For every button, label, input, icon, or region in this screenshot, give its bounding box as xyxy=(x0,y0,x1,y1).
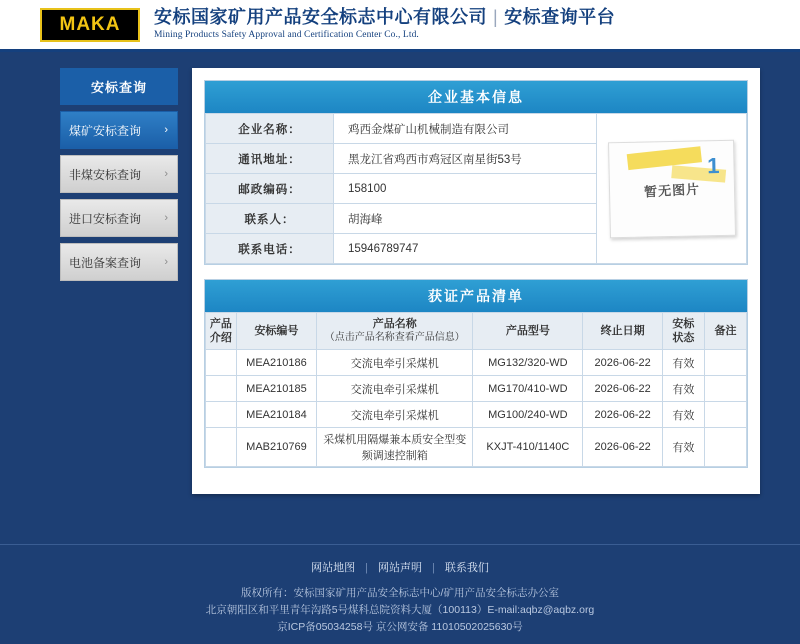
col-label-line1: 产品 xyxy=(209,318,232,330)
cell-code: MEA210186 xyxy=(236,350,317,376)
no-image-placeholder xyxy=(608,139,736,238)
cell-date: 2026-06-22 xyxy=(583,428,662,467)
table-row xyxy=(206,350,747,376)
table-row xyxy=(206,144,597,174)
page-body xyxy=(0,52,800,544)
sidebar-item-battery-record-query[interactable] xyxy=(60,243,178,281)
table-row xyxy=(206,376,747,402)
cell-note xyxy=(704,376,746,402)
cell-code: MEA210185 xyxy=(236,376,317,402)
footer-link-separator: | xyxy=(432,562,435,574)
org-name: 安标国家矿用产品安全标志中心有限公司 xyxy=(154,7,487,27)
footer-address: 北京朝阳区和平里青年沟路5号煤科总院资料大厦（100113）E-mail:aqbz@aqbz.org xyxy=(205,604,595,616)
main-panel xyxy=(192,68,760,494)
sidebar xyxy=(60,68,178,494)
sidebar-header: 安标查询 xyxy=(60,68,178,105)
sidebar-item-label: 煤矿安标查询 xyxy=(69,123,142,138)
footer-copyright: 版权所有：安标国家矿用产品安全标志中心/矿用产品安全标志办公室 xyxy=(241,587,559,599)
maka-logo-text: MAKA xyxy=(59,13,121,35)
status-badge: 有效 xyxy=(662,428,704,467)
cell-note xyxy=(704,402,746,428)
contact-phone-label: 联系电话： xyxy=(206,234,334,264)
cell-product-name[interactable]: 交流电牵引采煤机 xyxy=(317,402,473,428)
table-row xyxy=(206,402,747,428)
sidebar-item-label: 电池备案查询 xyxy=(69,255,142,270)
table-row xyxy=(206,174,597,204)
cell-product-name[interactable]: 采煤机用隔爆兼本质安全型变频调速控制箱 xyxy=(317,428,473,467)
chevron-right-icon: › xyxy=(164,212,168,224)
cell-intro[interactable] xyxy=(206,376,237,402)
site-header xyxy=(0,0,800,52)
col-product-name xyxy=(317,313,473,350)
org-name-en: Mining Products Safety Approval and Certification Center Co., Ltd. xyxy=(154,30,419,40)
cell-intro[interactable] xyxy=(206,350,237,376)
company-name-label: 企业名称： xyxy=(206,114,334,144)
company-info-title: 企业基本信息 xyxy=(205,81,747,113)
address-value: 黑龙江省鸡西市鸡冠区南星街53号 xyxy=(334,144,597,174)
cell-model: MG170/410-WD xyxy=(473,376,583,402)
col-label-line1: 安标 xyxy=(672,318,695,330)
cell-model: MG132/320-WD xyxy=(473,350,583,376)
col-label-line2: 介绍 xyxy=(209,332,232,344)
product-table xyxy=(205,312,747,467)
cell-model: MG100/240-WD xyxy=(473,402,583,428)
cell-intro[interactable] xyxy=(206,402,237,428)
header-title-block xyxy=(154,7,615,42)
content-wrapper xyxy=(0,52,800,494)
col-label-line1: 产品名称 xyxy=(372,318,417,330)
status-badge: 有效 xyxy=(662,402,704,428)
product-list-panel xyxy=(204,279,748,468)
col-safety-status xyxy=(662,313,704,350)
cell-intro[interactable] xyxy=(206,428,237,467)
status-badge: 有效 xyxy=(662,350,704,376)
platform-name: 安标查询平台 xyxy=(504,7,616,27)
footer-link-separator: | xyxy=(365,562,368,574)
postcode-value: 158100 xyxy=(334,174,597,204)
cell-product-name[interactable]: 交流电牵引采煤机 xyxy=(317,350,473,376)
cell-model: KXJT-410/1140C xyxy=(473,428,583,467)
col-label-line2: 状态 xyxy=(672,332,695,344)
site-footer xyxy=(0,544,800,644)
table-row xyxy=(206,114,597,144)
chevron-right-icon: › xyxy=(164,124,168,136)
cell-product-name[interactable]: 交流电牵引采煤机 xyxy=(317,376,473,402)
cell-date: 2026-06-22 xyxy=(583,376,662,402)
sidebar-item-non-coal-query[interactable] xyxy=(60,155,178,193)
footer-link-sitemap[interactable]: 网站地图 xyxy=(311,562,356,574)
table-row xyxy=(206,204,597,234)
company-info-table xyxy=(205,113,597,264)
company-info-body xyxy=(205,113,747,264)
footer-icp: 京ICP备05034258号 京公网安备 11010502025630号 xyxy=(277,621,523,633)
sidebar-item-label: 非煤安标查询 xyxy=(69,167,142,182)
col-safety-code: 安标编号 xyxy=(236,313,317,350)
sidebar-item-label: 进口安标查询 xyxy=(69,211,142,226)
col-note: 备注 xyxy=(704,313,746,350)
contact-phone-value: 15946789747 xyxy=(334,234,597,264)
footer-link-statement[interactable]: 网站声明 xyxy=(378,562,422,574)
page-title xyxy=(154,7,615,27)
address-label: 通讯地址： xyxy=(206,144,334,174)
footer-link-contact[interactable]: 联系我们 xyxy=(444,562,489,574)
cell-code: MEA210184 xyxy=(236,402,317,428)
col-product-intro xyxy=(206,313,237,350)
company-photo-cell xyxy=(597,113,747,264)
col-label-sub: （点击产品名称查看产品信息） xyxy=(324,332,465,343)
col-product-model: 产品型号 xyxy=(473,313,583,350)
maka-logo xyxy=(40,8,140,42)
sidebar-item-coal-mine-query[interactable] xyxy=(60,111,178,149)
product-table-body xyxy=(206,350,747,467)
table-header-row xyxy=(206,313,747,350)
contact-person-value: 胡海峰 xyxy=(334,204,597,234)
product-table-head xyxy=(206,313,747,350)
cell-date: 2026-06-22 xyxy=(583,402,662,428)
footer-links xyxy=(0,559,800,575)
cell-note xyxy=(704,428,746,467)
table-row xyxy=(206,428,747,467)
title-separator: | xyxy=(493,7,499,27)
cell-date: 2026-06-22 xyxy=(583,350,662,376)
sidebar-item-import-query[interactable] xyxy=(60,199,178,237)
chevron-right-icon: › xyxy=(164,256,168,268)
company-info-panel xyxy=(204,80,748,265)
chevron-right-icon: › xyxy=(164,168,168,180)
photo-number: 1 xyxy=(706,152,720,178)
postcode-label: 邮政编码： xyxy=(206,174,334,204)
cell-note xyxy=(704,350,746,376)
company-name-value: 鸡西金煤矿山机械制造有限公司 xyxy=(334,114,597,144)
no-image-text: 暂无图片 xyxy=(643,180,700,199)
product-list-title: 获证产品清单 xyxy=(205,280,747,312)
contact-person-label: 联系人： xyxy=(206,204,334,234)
cell-code: MAB210769 xyxy=(236,428,317,467)
table-row xyxy=(206,234,597,264)
status-badge: 有效 xyxy=(662,376,704,402)
col-end-date: 终止日期 xyxy=(583,313,662,350)
